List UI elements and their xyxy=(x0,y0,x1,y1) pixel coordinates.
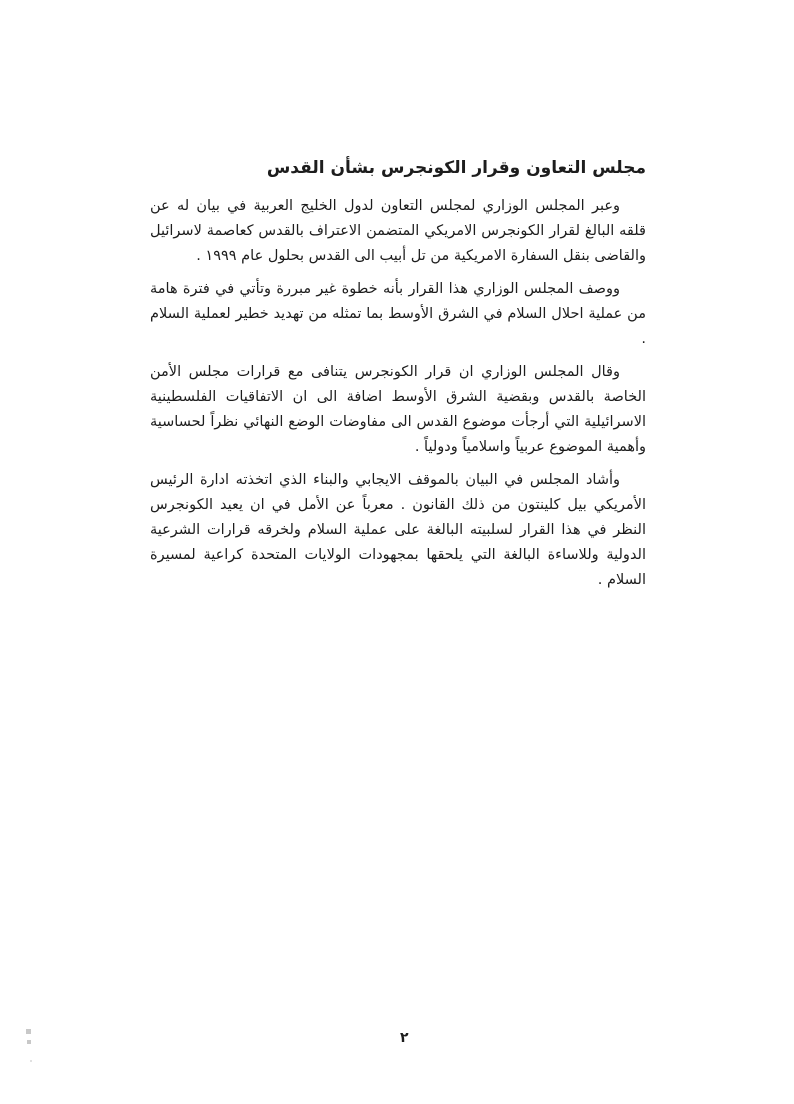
paragraph-4: وأشاد المجلس في البيان بالموقف الايجابي والبناء الذي اتخذته ادارة الرئيس الأمريكي بيل كلينتون من ذلك القانون . معرباً عن الأمل في ان يعيد الكونجرس النظر في هذا القرار لسلبيته البالغة على عملية السلام ولخرقه قرارات الشرعية الدولية وللاساءة البالغة التي يلحقها بمجهودات الولايات المتحدة كراعية لمسيرة السلام . xyxy=(150,472,646,588)
paragraph-1: وعبر المجلس الوزاري لمجلس التعاون لدول الخليج العربية في بيان له عن قلقه البالغ لقرار الكونجرس الامريكي المتضمن الاعتراف بالقدس كعاصمة لاسرائيل والقاضى بنقل السفارة الامريكية من تل أبيب الى القدس بحلول عام ١٩٩٩ . xyxy=(150,198,646,264)
page-number: ٢ xyxy=(400,1030,409,1046)
paragraph-2: ووصف المجلس الوزاري هذا القرار بأنه خطوة غير مبررة وتأتي في فترة هامة من عملية احلال السلام في الشرق الأوسط بما تمثله من تهديد خطير لعملية السلام . xyxy=(150,281,646,347)
document-body xyxy=(150,158,646,601)
document-title: مجلس التعاون وقرار الكونجرس بشأن القدس xyxy=(266,158,646,178)
scan-artifact-speck xyxy=(26,1029,31,1034)
scan-artifact-speck xyxy=(27,1040,31,1044)
scan-artifact-speck xyxy=(30,1060,32,1062)
paragraph-3: وقال المجلس الوزاري ان قرار الكونجرس يتنافى مع قرارات مجلس الأمن الخاصة بالقدس وبقضية الشرق الأوسط اضافة الى ان الاتفاقيات الفلسطينية الاسرائيلية التي أرجأت موضوع القدس الى مفاوضات الوضع النهائي نظراً لحساسية وأهمية الموضوع عربياً واسلامياً ودولياً . xyxy=(150,364,646,455)
